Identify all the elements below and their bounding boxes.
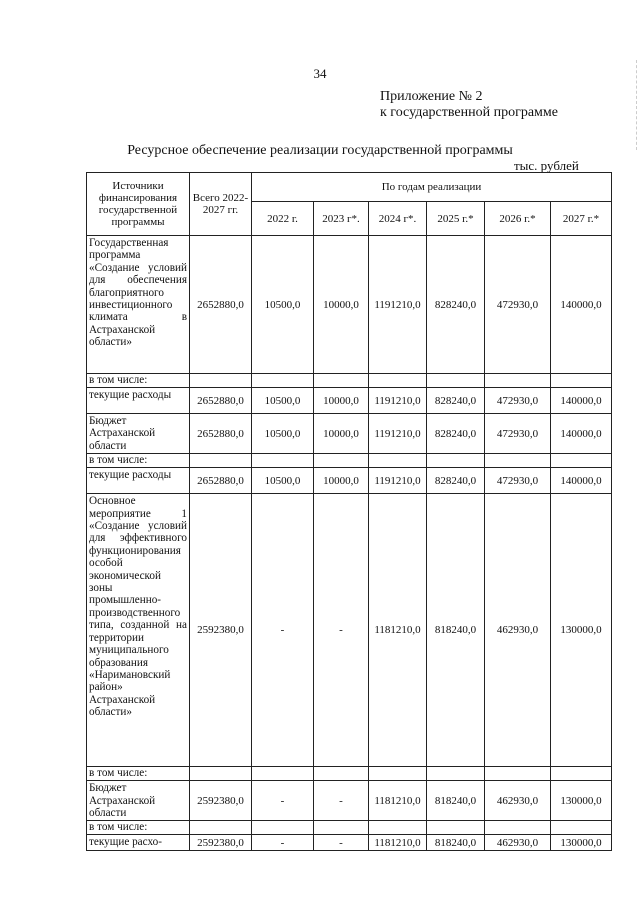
row-year-cell [252, 454, 314, 468]
row-year-cell [551, 767, 612, 781]
row-year-cell: 1191210,0 [369, 388, 427, 414]
row-year-cell: 140000,0 [551, 236, 612, 374]
row-year-cell: 140000,0 [551, 388, 612, 414]
row-year-cell: 10500,0 [252, 414, 314, 454]
page-number: 34 [313, 66, 327, 81]
row-year-cell: - [252, 781, 314, 821]
row-year-cell: 1181210,0 [369, 835, 427, 851]
row-year-cell [551, 374, 612, 388]
row-year-cell: 1191210,0 [369, 468, 427, 494]
row-year-cell [485, 767, 551, 781]
row-year-cell: 472930,0 [485, 468, 551, 494]
annex-line-1: Приложение № 2 [380, 89, 483, 104]
row-year-cell: 130000,0 [551, 781, 612, 821]
row-year-cell: 10500,0 [252, 468, 314, 494]
row-year-cell [314, 767, 369, 781]
row-year-cell [551, 821, 612, 835]
header-year: 2023 г*. [314, 202, 369, 236]
row-year-cell: 828240,0 [427, 388, 485, 414]
row-year-cell [551, 454, 612, 468]
header-year: 2024 г*. [369, 202, 427, 236]
row-source-cell: в том числе: [87, 454, 190, 468]
row-year-cell: 1191210,0 [369, 414, 427, 454]
row-year-cell: 462930,0 [485, 494, 551, 767]
header-by-year: По годам реализации [252, 173, 612, 202]
row-source-cell: текущие расхо- [87, 835, 190, 851]
row-total-cell [190, 821, 252, 835]
header-year: 2026 г.* [485, 202, 551, 236]
row-source-cell: Основное мероприятие 1 «Создание условий для эффективного функционирования особой экономической зоны промышленно-производственного типа, созданной на территории муниципального образования «Наримановский район» Астраханской области» [87, 494, 190, 767]
header-source: Источники финансирования государственной программы [87, 173, 190, 236]
row-total-cell: 2652880,0 [190, 388, 252, 414]
header-year: 2022 г. [252, 202, 314, 236]
document-title: Ресурсное обеспечение реализации государственной программы [127, 143, 513, 158]
table-row [87, 388, 612, 414]
row-total-cell [190, 374, 252, 388]
row-year-cell: - [252, 835, 314, 851]
row-source-cell: Бюджет Астраханской области [87, 414, 190, 454]
row-year-cell [485, 454, 551, 468]
row-year-cell: 1181210,0 [369, 781, 427, 821]
row-year-cell [485, 374, 551, 388]
table-row [87, 494, 612, 767]
row-year-cell: 10000,0 [314, 388, 369, 414]
table-row [87, 414, 612, 454]
row-year-cell: 1181210,0 [369, 494, 427, 767]
row-source-cell: Бюджет Астраханской области [87, 781, 190, 821]
row-year-cell: 818240,0 [427, 494, 485, 767]
row-source-cell: текущие расходы [87, 468, 190, 494]
row-year-cell: 130000,0 [551, 494, 612, 767]
row-year-cell [485, 821, 551, 835]
header-total: Всего 2022-2027 гг. [190, 173, 252, 236]
row-total-cell: 2652880,0 [190, 236, 252, 374]
row-year-cell: 818240,0 [427, 781, 485, 821]
row-year-cell: - [314, 835, 369, 851]
row-year-cell [427, 821, 485, 835]
row-year-cell: 1191210,0 [369, 236, 427, 374]
row-year-cell [314, 821, 369, 835]
row-year-cell [369, 767, 427, 781]
row-year-cell [252, 374, 314, 388]
row-total-cell [190, 454, 252, 468]
row-total-cell: 2592380,0 [190, 781, 252, 821]
row-year-cell: - [314, 781, 369, 821]
table-row [87, 767, 612, 781]
row-source-cell: Государственная программа «Создание условий для обеспечения благоприятного инвестиционного климата в Астраханской области» [87, 236, 190, 374]
row-year-cell [314, 454, 369, 468]
row-year-cell: 10500,0 [252, 236, 314, 374]
row-year-cell [427, 374, 485, 388]
row-source-cell: в том числе: [87, 821, 190, 835]
table-row [87, 821, 612, 835]
annex-heading [380, 89, 558, 121]
row-year-cell: 462930,0 [485, 835, 551, 851]
row-year-cell: 130000,0 [551, 835, 612, 851]
row-source-cell: в том числе: [87, 374, 190, 388]
row-total-cell [190, 767, 252, 781]
row-source-cell: в том числе: [87, 767, 190, 781]
table-row [87, 835, 612, 851]
table-row [87, 374, 612, 388]
row-year-cell: 10000,0 [314, 414, 369, 454]
row-year-cell [369, 454, 427, 468]
row-total-cell: 2652880,0 [190, 468, 252, 494]
row-source-cell: текущие расходы [87, 388, 190, 414]
table-row [87, 454, 612, 468]
row-year-cell: 472930,0 [485, 414, 551, 454]
row-year-cell: 10000,0 [314, 468, 369, 494]
row-year-cell: 818240,0 [427, 835, 485, 851]
unit-label: тыс. рублей [514, 158, 579, 173]
row-total-cell: 2592380,0 [190, 494, 252, 767]
row-year-cell: 828240,0 [427, 414, 485, 454]
row-total-cell: 2652880,0 [190, 414, 252, 454]
table-row [87, 236, 612, 374]
table-body [87, 236, 612, 851]
row-year-cell: - [252, 494, 314, 767]
header-year: 2027 г.* [551, 202, 612, 236]
row-total-cell: 2592380,0 [190, 835, 252, 851]
row-year-cell: 140000,0 [551, 468, 612, 494]
row-year-cell [427, 767, 485, 781]
table-row [87, 781, 612, 821]
row-year-cell [427, 454, 485, 468]
annex-line-2: к государственной программе [380, 105, 558, 120]
row-year-cell: 10000,0 [314, 236, 369, 374]
scan-edge [636, 60, 640, 150]
row-year-cell [252, 821, 314, 835]
table-row [87, 468, 612, 494]
row-year-cell [369, 374, 427, 388]
row-year-cell: 472930,0 [485, 388, 551, 414]
row-year-cell: 828240,0 [427, 468, 485, 494]
row-year-cell: 462930,0 [485, 781, 551, 821]
resource-table [86, 172, 612, 851]
row-year-cell [314, 374, 369, 388]
row-year-cell: 10500,0 [252, 388, 314, 414]
row-year-cell: 472930,0 [485, 236, 551, 374]
row-year-cell [369, 821, 427, 835]
row-year-cell: 828240,0 [427, 236, 485, 374]
header-year: 2025 г.* [427, 202, 485, 236]
row-year-cell [252, 767, 314, 781]
row-year-cell: - [314, 494, 369, 767]
row-year-cell: 140000,0 [551, 414, 612, 454]
